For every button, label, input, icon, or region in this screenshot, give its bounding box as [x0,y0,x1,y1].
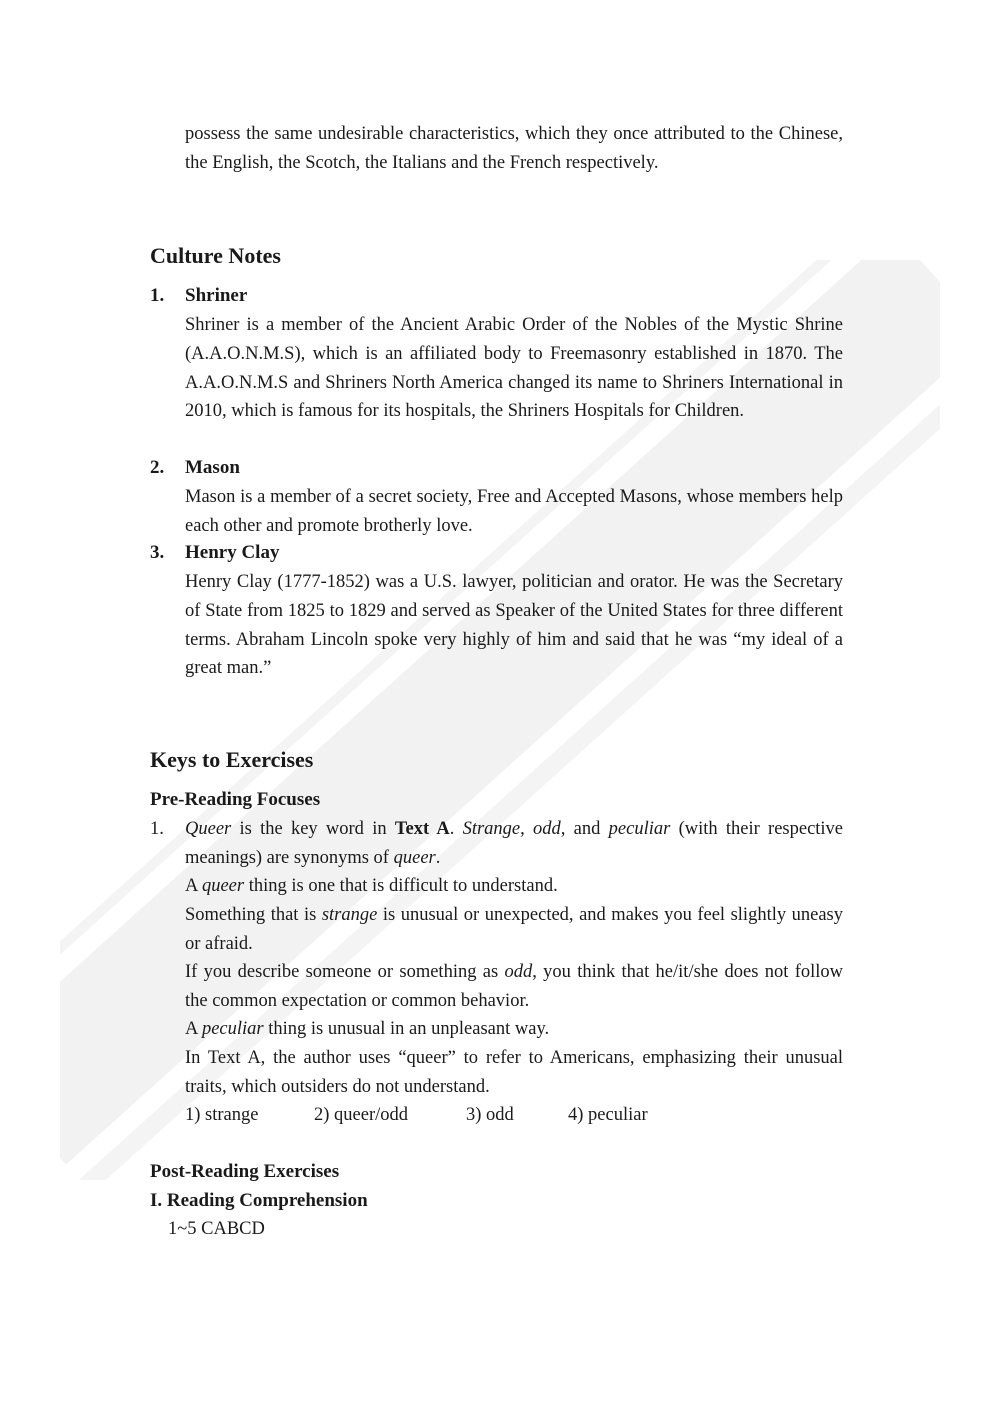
note-text: Henry Clay (1777-1852) was a U.S. lawyer, politician and orator. He was the Secretary of State from 1825 to 1829 and served as Speaker of the United States for three different terms. Abraham Lincoln spoke very highly of him and said that he was “my ideal of a great man.” [185,572,843,679]
note-number: 1. [150,285,165,306]
note-term: Mason [185,457,240,478]
pre-reading-heading: Pre-Reading Focuses [150,789,321,810]
word-peculiar: peculiar [608,819,671,839]
definition-peculiar: A peculiar thing is unusual in an unpleasant way. [185,1019,550,1039]
answer-item: 3) odd [466,1105,514,1125]
intro-paragraph: possess the same undesirable characteristics, which they once attributed to the Chinese, the English, the Scotch, the Italians and the French respectively. [185,124,843,173]
synonyms-paragraph: Queer is the key word in Text A. Strange, odd, and peculiar (with their respective meanings) are synonyms of queer. [185,819,844,868]
word-strange: Strange [462,819,521,839]
note-term: Henry Clay [185,542,280,563]
answer-item: 4) peculiar [568,1105,648,1125]
note-term: Shriner [185,285,248,306]
exercise-number: 1. [150,819,164,839]
note-text: Shriner is a member of the Ancient Arabic Order of the Nobles of the Mystic Shrine (A.A.O.N.M.S), which is an affiliated body to Freemasonry established in 1870. The A.A.O.N.M.S and Shriners North America changed its name to Shriners International in 2010, which is famous for its hospitals, the Shriners Hospitals for Children. [185,315,843,422]
word-queer: Queer [185,819,232,839]
reading-comprehension-answers: 1~5 CABCD [168,1219,265,1239]
note-text: Mason is a member of a secret society, Free and Accepted Masons, whose members help each other and promote brotherly love. [185,487,843,536]
reading-comprehension-heading: I. Reading Comprehension [150,1190,368,1211]
post-reading-heading: Post-Reading Exercises [150,1161,340,1182]
definition-strange: Something that is strange is unusual or unexpected, and makes you feel slightly uneasy or afraid. [185,905,843,954]
text-a-label: Text A [394,819,450,839]
author-usage-paragraph: In Text A, the author uses “queer” to refer to Americans, emphasizing their unusual traits, which outsiders do not understand. [185,1048,843,1097]
keys-heading: Keys to Exercises [150,747,314,772]
note-number: 2. [150,457,165,478]
note-number: 3. [150,542,165,563]
definition-queer: A queer thing is one that is difficult to understand. [185,876,558,896]
culture-notes-heading: Culture Notes [150,243,281,268]
answer-item: 2) queer/odd [314,1105,409,1125]
answer-item: 1) strange [185,1105,259,1125]
definition-odd: If you describe someone or something as odd, you think that he/it/she does not follow the common expectation or common behavior. [185,962,843,1011]
word-queer: queer [393,847,436,868]
word-odd: odd, [533,819,566,839]
